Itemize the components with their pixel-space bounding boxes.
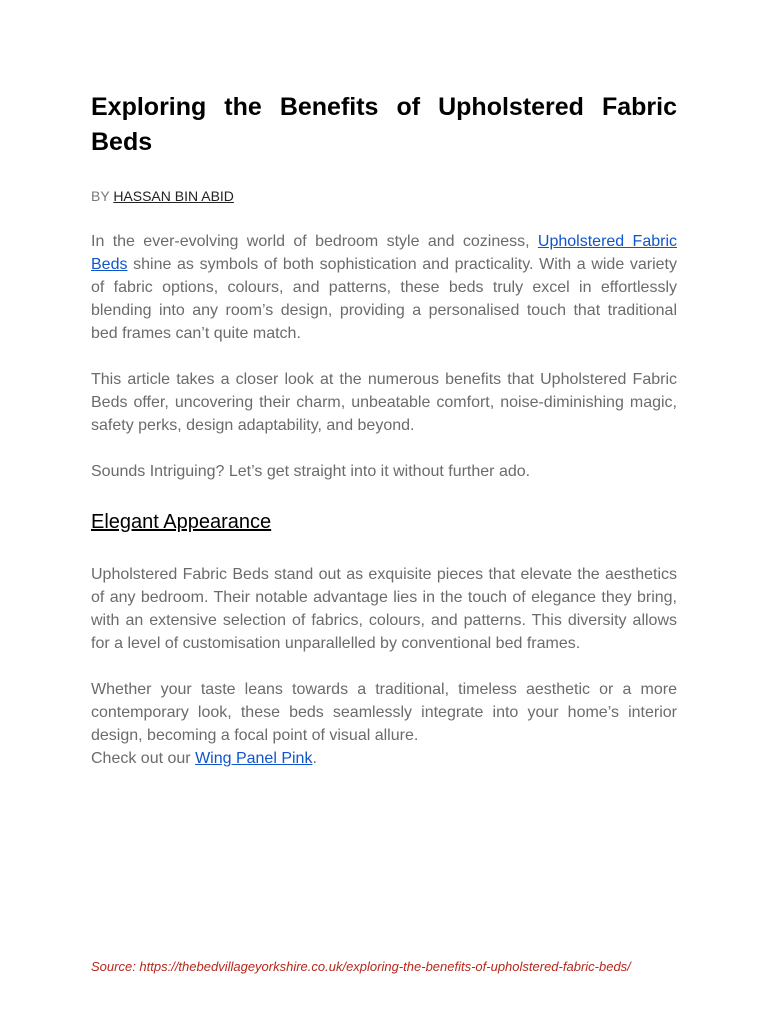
section-heading-elegant-appearance: Elegant Appearance <box>91 511 272 533</box>
style-paragraph: Whether your taste leans towards a traditional, timeless aesthetic or a more contemporary look, these beds seamlessly integrate into your home’s interior design, becoming a focal point of visual allure. <box>91 681 677 744</box>
transition-paragraph: Sounds Intriguing? Let’s get straight into it without further ado. <box>91 463 531 480</box>
article <box>91 90 677 770</box>
overview-paragraph: This article takes a closer look at the numerous benefits that Upholstered Fabric Beds offer, uncovering their charm, unbeatable comfort, noise-diminishing magic, safety perks, design adaptability, and beyond. <box>91 371 677 434</box>
cta-text-after: . <box>312 750 317 767</box>
article-title: Exploring the Benefits of Upholstered Fabric Beds <box>91 93 677 156</box>
cta-text-before: Check out our <box>91 750 196 767</box>
elegance-paragraph: Upholstered Fabric Beds stand out as exquisite pieces that elevate the aesthetics of any bedroom. Their notable advantage lies in the touch of elegance they bring, with an extensive selection of fabrics, colours, and patterns. This diversity allows for a level of customisation unparallelled by conventional bed frames. <box>91 566 677 652</box>
intro-paragraph <box>91 230 677 345</box>
wing-panel-pink-link[interactable]: Wing Panel Pink <box>195 750 313 767</box>
byline-prefix: BY <box>91 188 114 204</box>
intro-text-after: shine as symbols of both sophistication and practicality. With a wide variety of fabric options, colours, and patterns, these beds truly excel in effortlessly blending into any room’s design, providing a personalised touch that traditional bed frames can’t quite match. <box>91 256 677 342</box>
intro-text-before: In the ever-evolving world of bedroom style and coziness, <box>91 233 538 250</box>
upholstered-fabric-beds-link[interactable]: Upholstered Fabric Beds <box>91 233 677 273</box>
source-citation[interactable]: Source: https://thebedvillageyorkshire.co.uk/exploring-the-benefits-of-upholstered-fabric-beds/ <box>91 959 631 974</box>
cta-paragraph <box>91 747 677 770</box>
byline <box>91 187 677 205</box>
author-link[interactable]: HASSAN BIN ABID <box>113 188 234 204</box>
